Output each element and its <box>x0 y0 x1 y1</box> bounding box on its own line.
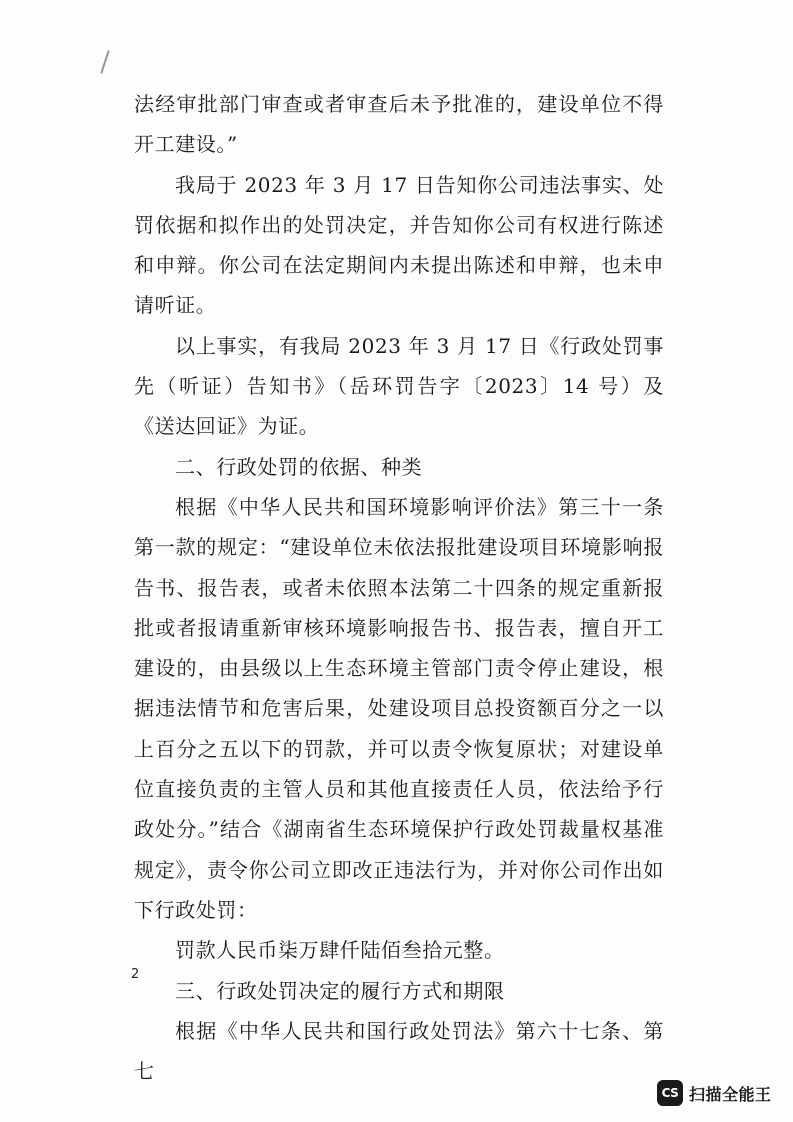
section-heading: 二、行政处罚的依据、种类 <box>175 454 423 479</box>
paragraph: 以上事实，有我局 2023 年 3 月 17 日《行政处罚事先（听证）告知书》（岳环罚告字〔2023〕14 号）及《送达回证》为证。 <box>134 333 664 439</box>
watermark-text: 扫描全能王 <box>689 1084 772 1104</box>
section-heading: 三、行政处罚决定的履行方式和期限 <box>175 978 505 1003</box>
page-number: 2 <box>131 967 140 982</box>
paragraph: 根据《中华人民共和国行政处罚法》第六十七条、第七 <box>134 1018 664 1084</box>
paragraph: 法经审批部门审查或者审查后未予批准的，建设单位不得开工建设。” <box>134 92 664 157</box>
camscanner-logo-icon: CS <box>657 1080 683 1106</box>
document-body <box>134 84 664 1091</box>
scanner-watermark <box>657 1080 772 1106</box>
paragraph: 根据《中华人民共和国环境影响评价法》第三十一条第一款的规定：“建设单位未依法报批建设项目环境影响报告书、报告表，或者未依照本法第二十四条的规定重新报批或者报请重新审核环境影响报告书、报告表，擅自开工建设的，由县级以上生态环境主管部门责令停止建设，根据违法情节和危害后果，处建设项目总投资额百分之一以上百分之五以下的罚款，并可以责令恢复原状；对建设单位直接负责的主管人员和其他直接责任人员，依法给予行政处分。”结合《湖南省生态环境保护行政处罚裁量权基准规定》，责令你公司立即改正违法行为，并对你公司作出如下行政处罚： <box>134 494 664 922</box>
scan-mark <box>100 50 109 73</box>
paragraph: 我局于 2023 年 3 月 17 日告知你公司违法事实、处罚依据和拟作出的处罚决定，并告知你公司有权进行陈述和申辩。你公司在法定期间内未提出陈述和申辩，也未申请听证。 <box>134 172 664 318</box>
paragraph: 罚款人民币柒万肆仟陆佰叁拾元整。 <box>175 938 505 963</box>
